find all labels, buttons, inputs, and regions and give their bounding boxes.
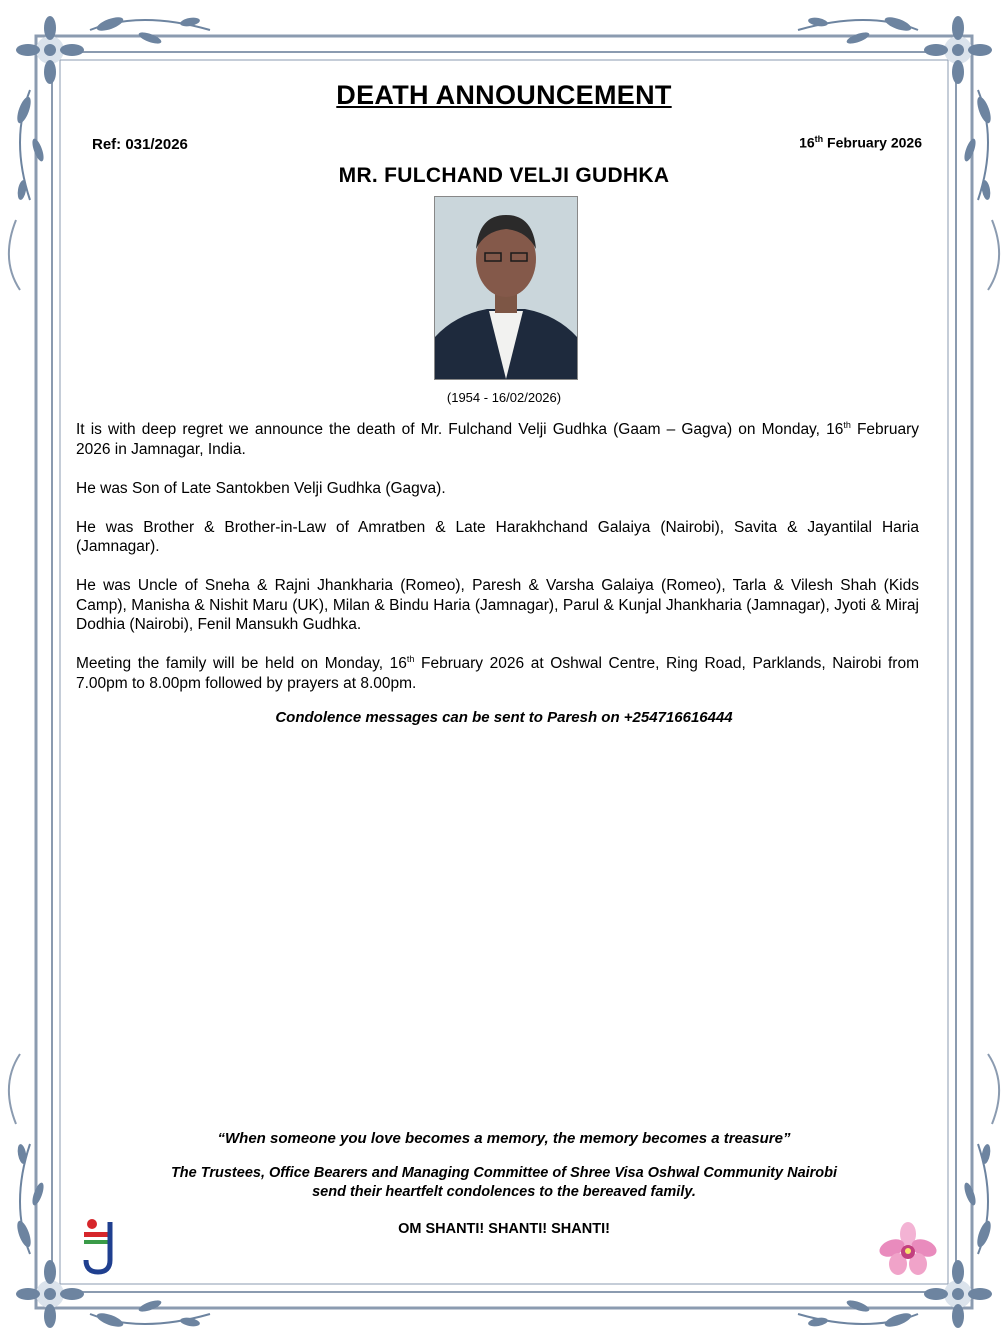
memorial-quote: “When someone you love becomes a memory, the memory becomes a treasure” (217, 1130, 791, 1147)
p1-sup: th (843, 419, 851, 430)
trustees-message (0, 1164, 1008, 1202)
date-day: 16 (799, 134, 815, 151)
deceased-name: MR. FULCHAND VELJI GUDHKA (338, 164, 670, 187)
p5-text-a: Meeting the family will be held on Monday, 16 (76, 655, 407, 672)
announcement-body (76, 420, 919, 713)
orchid-icon (878, 1222, 938, 1278)
paragraph-brother: He was Brother & Brother-in-Law of Amratben & Late Harakhchand Galaiya (Nairobi), Savita & Jayantilal Haria (Jamnagar). (76, 518, 919, 555)
condolence-contact: Condolence messages can be sent to Paresh on +254716616444 (275, 709, 733, 726)
paragraph-uncle: He was Uncle of Sneha & Rajni Jhankharia (Romeo), Paresh & Varsha Galaiya (Romeo), Tarla & Vilesh Shah (Kids Camp), Manisha & Nishit Maru (UK), Milan & Bindu Haria (Jamnagar), Parul & Kunjal Jhankharia (Jamnagar), Jyoti & Miraj Dodhia (Nairobi), Fenil Mansukh Gudhka. (76, 577, 919, 633)
paragraph-son: He was Son of Late Santokben Velji Gudhka (Gagva). (76, 479, 446, 497)
portrait-photo (434, 196, 578, 380)
trustees-line-1: The Trustees, Office Bearers and Managing Committee of Shree Visa Oshwal Community Nairobi (170, 1165, 838, 1181)
p5-sup: th (406, 653, 415, 664)
page-title: DEATH ANNOUNCEMENT (336, 80, 672, 110)
paragraph-death (76, 420, 919, 459)
portrait-icon (435, 197, 577, 379)
date-suffix: th (814, 134, 824, 144)
life-dates: (1954 - 16/02/2026) (446, 390, 562, 405)
p1-text-b: February 2026 in Jamnagar, India. (76, 421, 919, 458)
reference-number: Ref: 031/2026 (92, 136, 188, 153)
date-rest: February 2026 (823, 134, 922, 151)
p5-text-b: February 2026 at Oshwal Centre, Ring Road, Parklands, Nairobi from 7.00pm to 8.00pm followed by prayers at 8.00pm. (76, 655, 920, 692)
announcement-date (799, 134, 922, 151)
p1-text-a: It is with deep regret we announce the death of Mr. Fulchand Velji Gudhka (Gaam – Gagva) on Monday, 16 (76, 421, 844, 438)
paragraph-meeting (76, 654, 919, 693)
community-logo-icon (80, 1216, 122, 1276)
om-shanti: OM SHANTI! SHANTI! SHANTI! (398, 1221, 610, 1237)
trustees-line-2: send their heartfelt condolences to the bereaved family. (312, 1184, 696, 1200)
